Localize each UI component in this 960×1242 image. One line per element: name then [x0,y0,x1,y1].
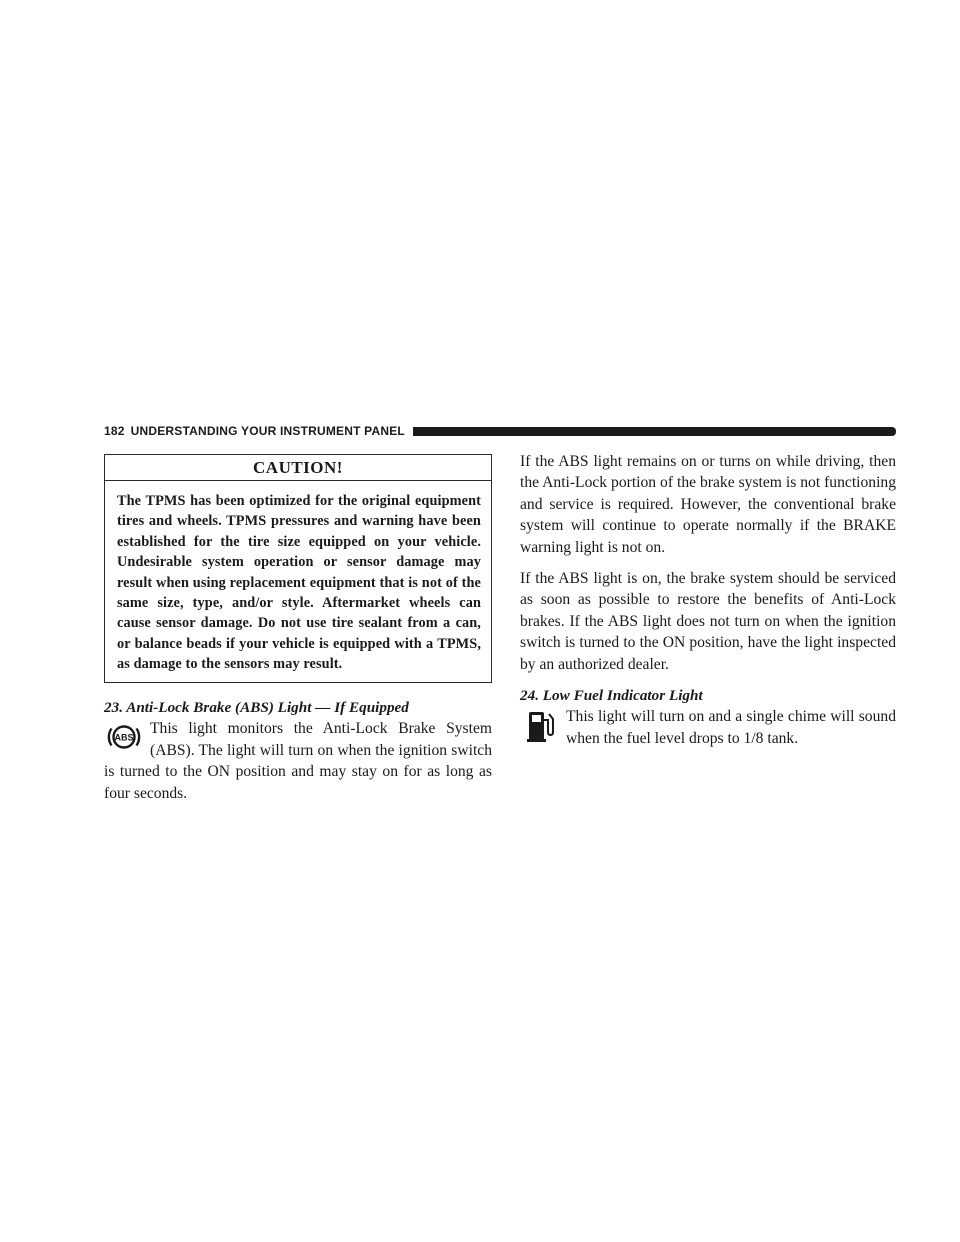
section-title: UNDERSTANDING YOUR INSTRUMENT PANEL [130,424,405,438]
caution-box [104,454,492,683]
fuel-paragraph [520,706,896,749]
abs-body: This light monitors the Anti-Lock Brake System (ABS). The light will turn on when the ignition switch is turned to the ON position and may stay on for as long as four seconds. [104,720,492,802]
fuel-body: This light will turn on and a single chime will sound when the fuel level drops to 1/8 tank. [566,708,896,747]
abs-paragraph-2: If the ABS light is on, the brake system should be serviced as soon as possible to restore the benefits of Anti-Lock brakes. If the ABS light does not turn on when the ignition switch is turned to the ON position, have the light inspected by an authorized dealer. [520,570,896,673]
right-column [520,451,896,749]
caution-body: The TPMS has been optimized for the original equipment tires and wheels. TPMS pressures and warning have been established for the tire size equipped on your vehicle. Undesirable system operation or sensor damage may result when using replacement equipment that is not of the same size, type, and/or style. Aftermarket wheels can cause sensor damage. Do not use tire sealant from a can, or balance beads if your vehicle is equipped with a TPMS, as damage to the sensors may result. [117,493,481,673]
page-header [104,423,896,439]
fuel-heading: 24. Low Fuel Indicator Light [520,687,703,705]
caution-title: CAUTION! [105,455,491,481]
left-column [104,697,492,804]
abs-warning-icon [104,720,144,760]
abs-paragraph-1: If the ABS light remains on or turns on while driving, then the Anti-Lock portion of the brake system is not functioning and service is required. However, the conventional brake system will continue to operate normally if the BRAKE warning light is not on. [520,453,896,556]
abs-heading: 23. Anti-Lock Brake (ABS) Light — If Equipped [104,699,409,716]
abs-paragraph [104,718,492,804]
fuel-pump-icon [520,708,560,748]
header-rule [413,427,896,436]
abs-icon-label: ABS [114,732,134,743]
page-number: 182 [104,424,125,438]
